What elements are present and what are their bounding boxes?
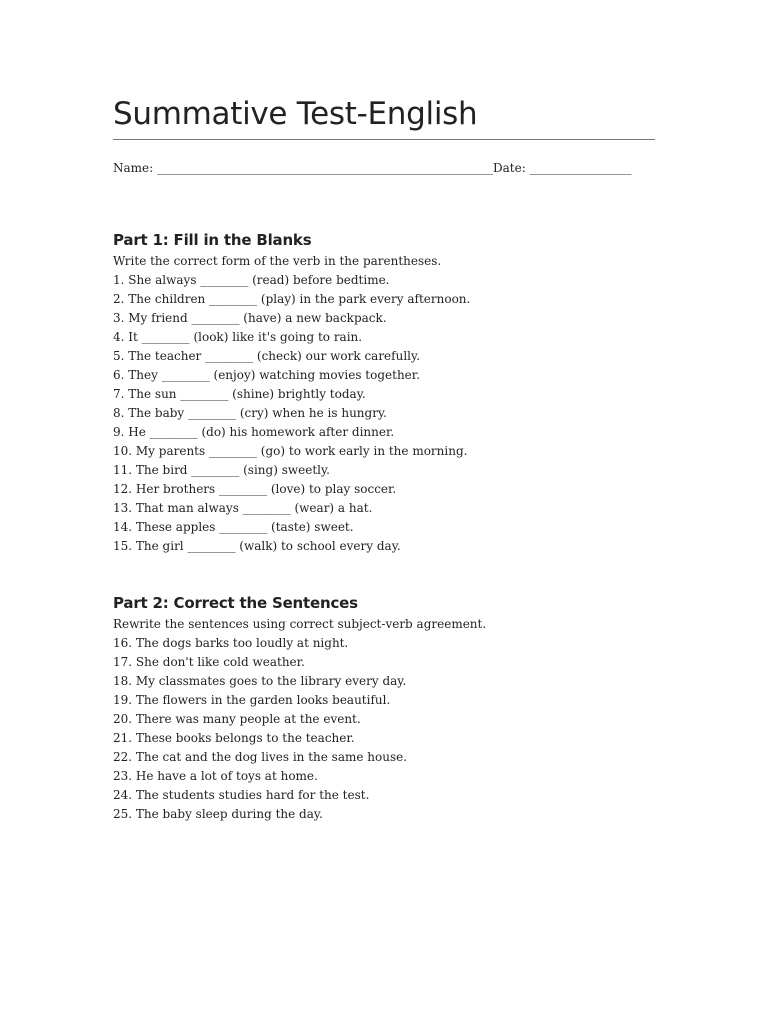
question-item: 7. The sun ________ (shine) brightly today. [113,387,366,401]
title-underline [113,139,655,140]
question-item: 12. Her brothers ________ (love) to play soccer. [113,482,397,496]
question-item: 11. The bird ________ (sing) sweetly. [113,463,330,477]
question-item: 16. The dogs barks too loudly at night. [113,636,349,650]
question-item: 1. She always ________ (read) before bedtime. [113,273,390,287]
question-item: 20. There was many people at the event. [113,712,361,726]
question-item: 22. The cat and the dog lives in the same house. [113,750,408,764]
part2-section [113,593,655,824]
question-item: 4. It ________ (look) like it's going to rain. [113,330,363,344]
part1-section [113,230,655,556]
question-item: 6. They ________ (enjoy) watching movies together. [113,368,421,382]
part2-instruction: Rewrite the sentences using correct subject-verb agreement. [113,617,487,631]
part1-heading: Part 1: Fill in the Blanks [113,231,312,249]
name-date-line: Name: ________________________________________________________Date: _________________ [113,161,632,175]
question-item: 19. The flowers in the garden looks beautiful. [113,693,391,707]
part2-heading: Part 2: Correct the Sentences [113,594,358,612]
question-item: 21. These books belongs to the teacher. [113,731,355,745]
question-item: 18. My classmates goes to the library every day. [113,674,407,688]
part1-instruction: Write the correct form of the verb in the parentheses. [113,254,442,268]
question-item: 9. He ________ (do) his homework after dinner. [113,425,395,439]
question-item: 15. The girl ________ (walk) to school every day. [113,539,401,553]
question-item: 2. The children ________ (play) in the park every afternoon. [113,292,471,306]
question-item: 3. My friend ________ (have) a new backpack. [113,311,387,325]
question-item: 10. My parents ________ (go) to work early in the morning. [113,444,468,458]
question-item: 13. That man always ________ (wear) a hat. [113,501,373,515]
question-item: 25. The baby sleep during the day. [113,807,323,821]
question-item: 5. The teacher ________ (check) our work carefully. [113,349,421,363]
question-item: 17. She don't like cold weather. [113,655,305,669]
question-item: 24. The students studies hard for the test. [113,788,370,802]
question-item: 23. He have a lot of toys at home. [113,769,318,783]
question-item: 8. The baby ________ (cry) when he is hungry. [113,406,387,420]
document-title: Summative Test-English [113,96,478,132]
question-item: 14. These apples ________ (taste) sweet. [113,520,354,534]
